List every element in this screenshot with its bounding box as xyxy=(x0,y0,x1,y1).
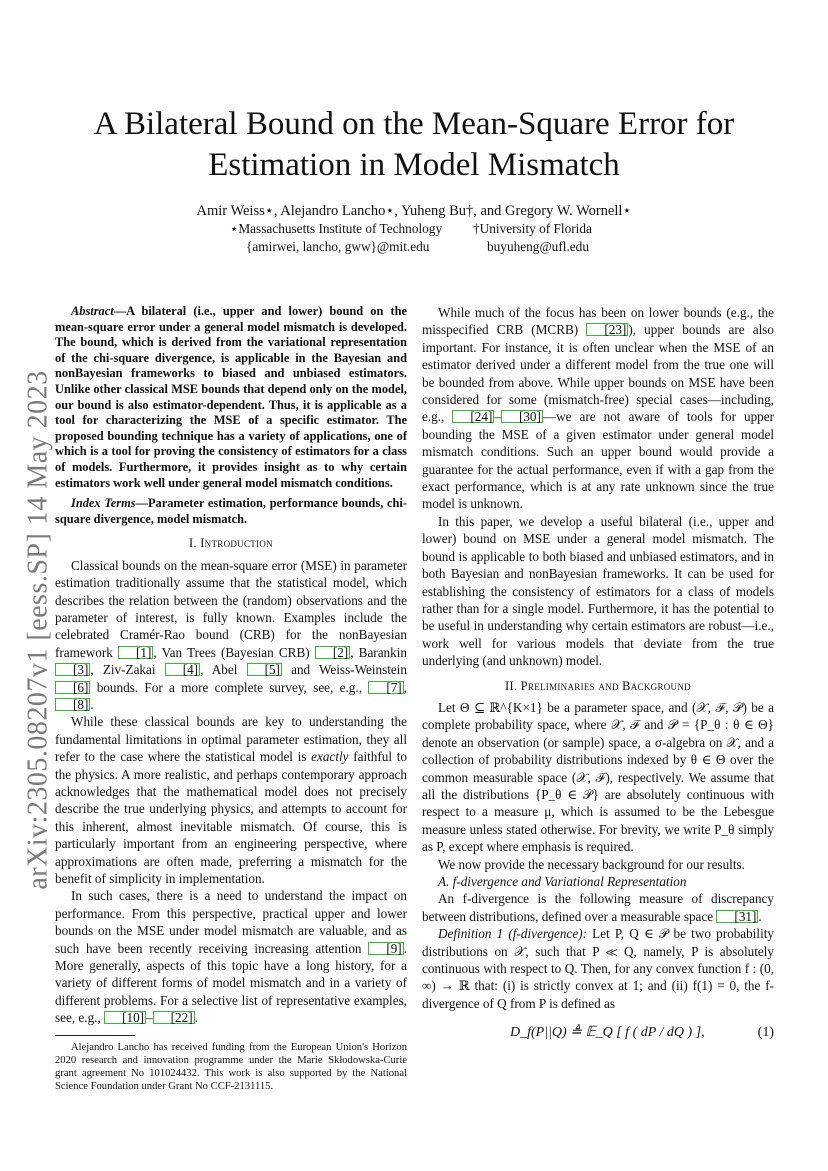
index-terms-label: Index Terms xyxy=(71,496,136,511)
subsection-heading-f-divergence: A. f-divergence and Variational Representation xyxy=(438,874,687,889)
intro-paragraph-3 xyxy=(55,887,407,1026)
text-run: While these classical bounds are key to understanding the fundamental limitations in optimal parameter estimation, they all refer to the case where the statistical model is xyxy=(55,714,407,765)
email-mit: {amirwei, lancho, gww}@mit.edu xyxy=(246,239,430,254)
text-run: . xyxy=(194,1010,198,1026)
citation-link[interactable]: [22] xyxy=(153,1011,195,1024)
text-run: , Van Trees (Bayesian CRB) xyxy=(153,644,315,660)
text-run: – xyxy=(494,409,501,425)
preliminaries-paragraph-2: We now provide the necessary background for our results. xyxy=(438,856,745,872)
arxiv-stamp xyxy=(20,330,58,930)
right-paragraph-2: In this paper, we develop a useful bilateral (i.e., upper and lower) bound on MSE under a general model mismatch. The bound is applicable to both biased and unbiased estimators, and in both Bayesian and nonBayesian frameworks. It can be used for establishing the consistency of estimators for a class of models rather than for a single model. Furthermore, it has the potential to be useful in understanding why certain estimators are robust—i.e., work well for various models that deviate from the true underlying (and unknown) model. xyxy=(422,513,774,669)
definition-1 xyxy=(422,925,774,1012)
index-terms xyxy=(55,496,407,527)
text-run: faithful to the physics. A more realistic, and perhaps contemporary approach acknowledges that the mathematical model does not precisely describe the true underlying physics, and attempts to account for this inherent, almost inevitable mismatch. Of course, this is particularly important from an engineering perspective, where approximations are often made, preferring a mismatch for the benefit of simplicity in implementation. xyxy=(55,749,407,887)
left-column xyxy=(55,304,407,1093)
definition-text: Let P, Q ∈ 𝒫 be two probability distributions on 𝒳, such that P ≪ Q, namely, P is absolutely continuous with respect to Q. Then, for any convex function f : (0, ∞) → ℝ that: (i) is strictly convex at 1; and (ii) f(1) = 0, the f-divergence of Q from P is defined as xyxy=(422,926,774,1011)
section-heading-preliminaries: II. Preliminaries and Background xyxy=(505,678,691,693)
title-line-1: A Bilateral Bound on the Mean-Square Error for xyxy=(93,106,735,142)
citation-link[interactable]: [7] xyxy=(368,681,403,694)
citation-link[interactable]: [1] xyxy=(118,646,153,659)
intro-paragraph-1 xyxy=(55,557,407,714)
citation-link[interactable]: [2] xyxy=(315,646,350,659)
footnote-divider xyxy=(55,1035,135,1036)
citation-link[interactable]: [10] xyxy=(104,1011,146,1024)
intro-paragraph-2 xyxy=(55,713,407,887)
f-divergence-paragraph xyxy=(422,890,774,925)
equation-1 xyxy=(422,1024,774,1041)
abstract xyxy=(55,304,407,491)
citation-link[interactable]: [31] xyxy=(716,910,758,923)
arxiv-stamp-text: arXiv:2305.08207v1 [eess.SP] 14 May 2023 xyxy=(23,370,55,890)
text-run: . More generally, aspects of this topic have a long history, for a variety of different forms of model mismatch and in a variety of different problems. For a selective list of representative examples, see, e.g., xyxy=(55,940,407,1026)
citation-link[interactable]: [30] xyxy=(501,410,543,423)
right-paragraph-1 xyxy=(422,304,774,513)
citation-link[interactable]: [23] xyxy=(586,323,628,336)
abstract-text: —A bilateral (i.e., upper and lower) bound on the mean-square error under a general model mismatch is developed. The bound, which is derived from the variational representation of the chi-square divergence, is applicable in the Bayesian and nonBayesian frameworks to biased and unbiased estimators. Unlike other classical MSE bounds that depend only on the model, our bound is also estimator-dependent. Thus, it is applicable as a tool for characterizing the MSE of a specific estimator. The proposed bounding technique has a variety of applications, one of which is a tool for proving the consistency of estimators for a class of models. Furthermore, it provides insight as to why certain estimators work well under general model mismatch conditions. xyxy=(55,304,407,490)
text-run: —we are not aware of tools for upper bounding the MSE of a given estimator under general model mismatch conditions. Such an upper bound would provide a guarantee for the actual performance, even if with a gap from the exact performance, which is at any rate unknown since the true model is unknown. xyxy=(422,409,775,512)
definition-label: Definition 1 (f-divergence): xyxy=(438,926,587,942)
index-terms-text: —Parameter estimation, performance bounds, chi-square divergence, model mismatch. xyxy=(55,496,407,526)
text-run: , Abel xyxy=(200,662,247,678)
affiliation-ufl: †University of Florida xyxy=(473,221,592,236)
text-run: An f-divergence is the following measure of discrepancy between distributions, defined over a measurable space xyxy=(422,891,774,924)
citation-link[interactable]: [5] xyxy=(247,663,282,676)
citation-link[interactable]: [6] xyxy=(55,681,90,694)
citation-link[interactable]: [24] xyxy=(452,410,494,423)
email-ufl: buyuheng@ufl.edu xyxy=(487,239,589,254)
citation-link[interactable]: [8] xyxy=(55,698,90,711)
text-run: , Ziv-Zakai xyxy=(90,662,165,678)
title-line-2: Estimation in Model Mismatch xyxy=(208,147,620,183)
paper-title xyxy=(60,104,768,186)
text-run: bounds. For a more complete survey, see, e.g., xyxy=(90,679,369,695)
equation-body: D_f(P||Q) ≜ 𝔼_Q [ f ( dP / dQ ) ], xyxy=(510,1025,705,1041)
emphasis: exactly xyxy=(311,749,349,765)
abstract-label: Abstract xyxy=(71,304,114,318)
text-run: . xyxy=(90,696,94,712)
right-column xyxy=(422,304,774,1042)
affiliation-mit: ⋆Massachusetts Institute of Technology xyxy=(230,221,443,236)
text-run: and Weiss-Weinstein xyxy=(281,662,407,678)
text-run: – xyxy=(146,1010,153,1026)
text-run: Classical bounds on the mean-square error (MSE) in parameter estimation traditionally assume that the statistical model, which describes the relation between the (random) observations and the parameter of interest, is fully known. Examples include the celebrated Cramér-Rao bound (CRB) for the nonBayesian framework xyxy=(55,557,407,660)
text-run: . xyxy=(758,908,762,924)
preliminaries-paragraph-1: Let Θ ⊆ ℝ^{K×1} be a parameter space, and (𝒳, ℱ, 𝒫) be a complete probability space, where 𝒳, ℱ and 𝒫 = {P_θ : θ ∈ Θ} denote an observation (or sample) space, a σ-algebra on 𝒳, and a collection of probability distributions indexed by θ ∈ Θ over the common measurable space (𝒳, ℱ), respectively. We assume that all the distributions {P_θ ∈ 𝒫} are absolutely continuous with respect to a measure μ, which is assumed to be the Lebesgue measure unless stated otherwise. For brevity, we write P_θ simply as P, except where emphasis is required. xyxy=(422,699,774,855)
text-run: While much of the focus has been on lower bounds (e.g., the misspecified CRB (MCRB) xyxy=(422,305,774,338)
text-run: ), upper bounds are also important. For instance, it is often unclear when the MSE of an estimator derived under a different model from the true one will be bounded from above. While upper bounds on MSE have been considered for some (mismatch-free) special cases—including, e.g., xyxy=(422,322,775,425)
citation-link[interactable]: [3] xyxy=(55,663,90,676)
funding-footnote: Alejandro Lancho has received funding from the European Union's Horizon 2020 research and innovation programme under the Marie Skłodowska-Curie grant agreement No 101024432. This work is also supported by the National Science Foundation under Grant No CCF-2131115. xyxy=(55,1041,407,1092)
text-run: , Barankin xyxy=(350,644,407,660)
text-run: In such cases, there is a need to understand the impact on performance. From this perspective, practical upper and lower bounds on the MSE under model mismatch are valuable, and as such have been recently receiving increasing attention xyxy=(55,888,407,956)
author-list: Amir Weiss⋆, Alejandro Lancho⋆, Yuheng Bu†, and Gregory W. Wornell⋆ xyxy=(196,203,632,219)
citation-link[interactable]: [9] xyxy=(368,942,403,955)
section-heading-introduction: I. Introduction xyxy=(189,536,273,551)
citation-link[interactable]: [4] xyxy=(165,663,200,676)
equation-number: (1) xyxy=(757,1025,774,1041)
text-run: , xyxy=(403,679,407,695)
